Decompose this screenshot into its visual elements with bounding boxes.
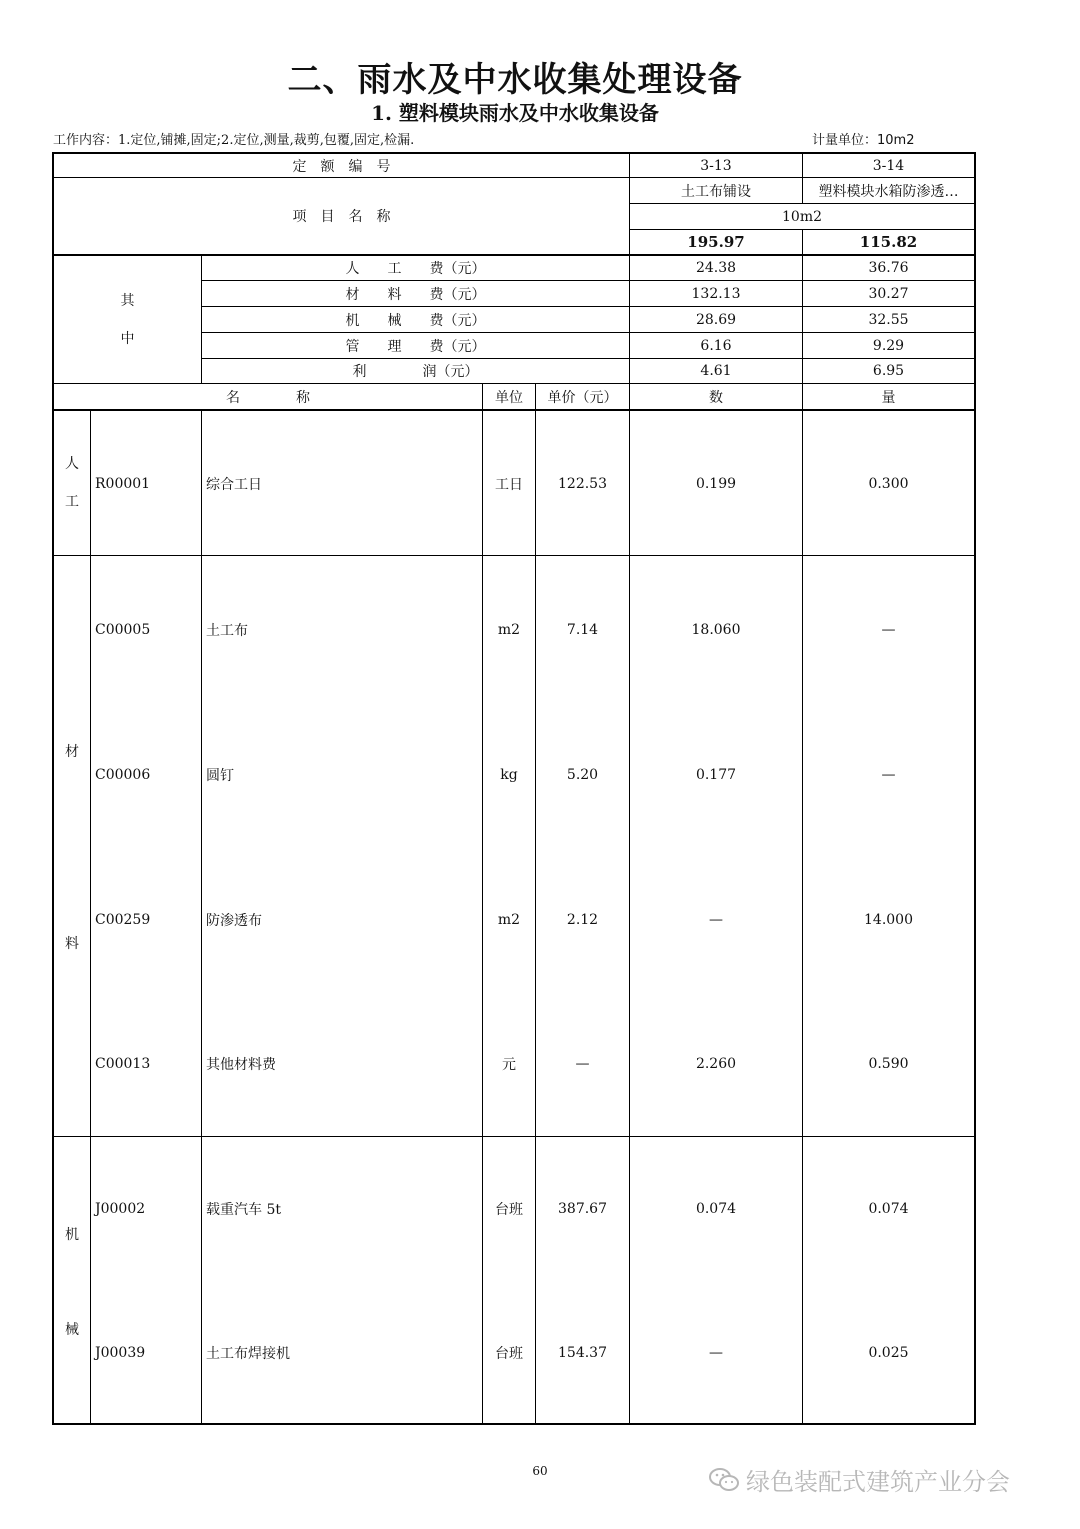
item-name-2: 塑料模块水箱防渗透…	[818, 183, 959, 200]
row-qty-2: —	[881, 622, 896, 638]
row-unit: 台班	[495, 1346, 523, 1362]
row-qty-1: 0.199	[695, 476, 737, 492]
row-code: C00005	[95, 622, 151, 638]
cost-machine-1: 28.69	[695, 311, 737, 328]
page-title: 二、雨水及中水收集处理设备	[287, 60, 743, 100]
group-machine-char-2: 械	[65, 1322, 79, 1338]
row-qty-2: 0.300	[868, 476, 909, 492]
row-name: 综合工日	[206, 477, 262, 493]
row-name: 防渗透布	[206, 913, 262, 929]
watermark-text: 绿色装配式建筑产业分会	[746, 1468, 1010, 1496]
col-qty-header-1: 数	[709, 389, 723, 406]
row-price: 7.14	[566, 622, 599, 638]
group-label-labor	[54, 411, 90, 555]
row-code: C00006	[95, 767, 151, 783]
row-name: 土工布	[206, 623, 248, 639]
row-qty-1: 0.177	[695, 767, 737, 783]
row-code: C00259	[95, 912, 151, 928]
cost-machine-2: 32.55	[868, 311, 909, 328]
group-material-char-1: 材	[65, 744, 79, 760]
cost-label-material: 材 料 费（元）	[345, 286, 486, 303]
row-qty-2: 0.590	[868, 1056, 909, 1072]
row-unit: 台班	[495, 1202, 523, 1218]
cost-profit-1: 4.61	[700, 363, 732, 379]
row-unit: m2	[497, 912, 521, 928]
col-name-header: 名 称	[226, 389, 310, 406]
row-price: 122.53	[558, 476, 607, 492]
item-name-1: 土工布铺设	[681, 183, 751, 200]
base-price-2: 115.82	[859, 233, 918, 251]
cost-material-2: 30.27	[868, 285, 909, 302]
row-code: R00001	[95, 476, 151, 492]
row-qty-2: 0.074	[868, 1201, 909, 1217]
watermark	[708, 1462, 1010, 1497]
row-qty-2: 14.000	[864, 912, 913, 928]
row-price: 154.37	[558, 1345, 607, 1361]
cost-label-management: 管 理 费（元）	[345, 338, 486, 355]
row-qty-1: —	[709, 912, 723, 928]
row-name: 圆钉	[206, 768, 234, 784]
base-price-1: 195.97	[687, 233, 745, 251]
page-number: 60	[532, 1464, 548, 1478]
measure-unit: 计量单位：10m2	[812, 133, 915, 148]
row-qty-1: 2.260	[695, 1056, 737, 1072]
row-name: 其他材料费	[206, 1057, 276, 1073]
group-labor-char-2: 工	[65, 494, 79, 510]
page-subtitle: 1. 塑料模块雨水及中水收集设备	[371, 101, 659, 125]
group-machine-char-1: 机	[65, 1227, 79, 1243]
quota-code-2: 3-14	[872, 157, 905, 174]
col-qty-header-2: 量	[881, 389, 896, 406]
cost-labor-1: 24.38	[695, 260, 737, 276]
group-labor-char-1: 人	[65, 456, 79, 472]
row-qty-1: 18.060	[691, 622, 741, 638]
cost-labor-2: 36.76	[868, 260, 909, 276]
cost-label-labor: 人 工 费（元）	[345, 261, 486, 277]
row-qty-2: —	[881, 767, 896, 783]
row-unit: 工日	[495, 477, 523, 493]
row-price: 387.67	[558, 1201, 607, 1217]
item-name-label: 项 目 名 称	[292, 209, 391, 225]
col-unit-header: 单位	[495, 389, 523, 406]
cost-label-machine: 机 械 费（元）	[345, 312, 486, 329]
quota-code-1: 3-13	[700, 157, 732, 174]
row-code: C00013	[95, 1056, 151, 1072]
row-unit: 元	[502, 1057, 516, 1073]
row-price: —	[575, 1056, 590, 1072]
group-material-char-2: 料	[65, 936, 79, 952]
cost-material-1: 132.13	[691, 285, 741, 302]
row-name: 土工布焊接机	[206, 1346, 290, 1362]
row-unit: kg	[500, 767, 518, 783]
col-price-header: 单价（元）	[547, 389, 618, 406]
cost-label-profit: 利 润（元）	[352, 364, 479, 380]
wechat-icon	[708, 1466, 740, 1494]
row-price: 5.20	[566, 767, 599, 783]
cost-management-2: 9.29	[872, 337, 905, 354]
item-unit: 10m2	[782, 208, 822, 225]
row-qty-2: 0.025	[868, 1345, 909, 1361]
cost-profit-2: 6.95	[872, 363, 905, 379]
of-which-char-1: 其	[120, 293, 135, 309]
of-which-char-2: 中	[120, 331, 135, 347]
row-price: 2.12	[566, 912, 599, 928]
cost-management-1: 6.16	[700, 337, 732, 354]
row-qty-1: —	[709, 1345, 723, 1361]
row-name: 载重汽车 5t	[206, 1202, 281, 1218]
work-content: 工作内容：1.定位,铺摊,固定;2.定位,测量,裁剪,包覆,固定,检漏.	[53, 133, 415, 148]
row-code: J00039	[95, 1345, 146, 1361]
row-unit: m2	[497, 622, 521, 638]
row-qty-1: 0.074	[695, 1201, 737, 1217]
row-code: J00002	[95, 1201, 146, 1217]
of-which-label	[54, 282, 201, 358]
quota-number-label: 定 额 编 号	[292, 158, 391, 175]
